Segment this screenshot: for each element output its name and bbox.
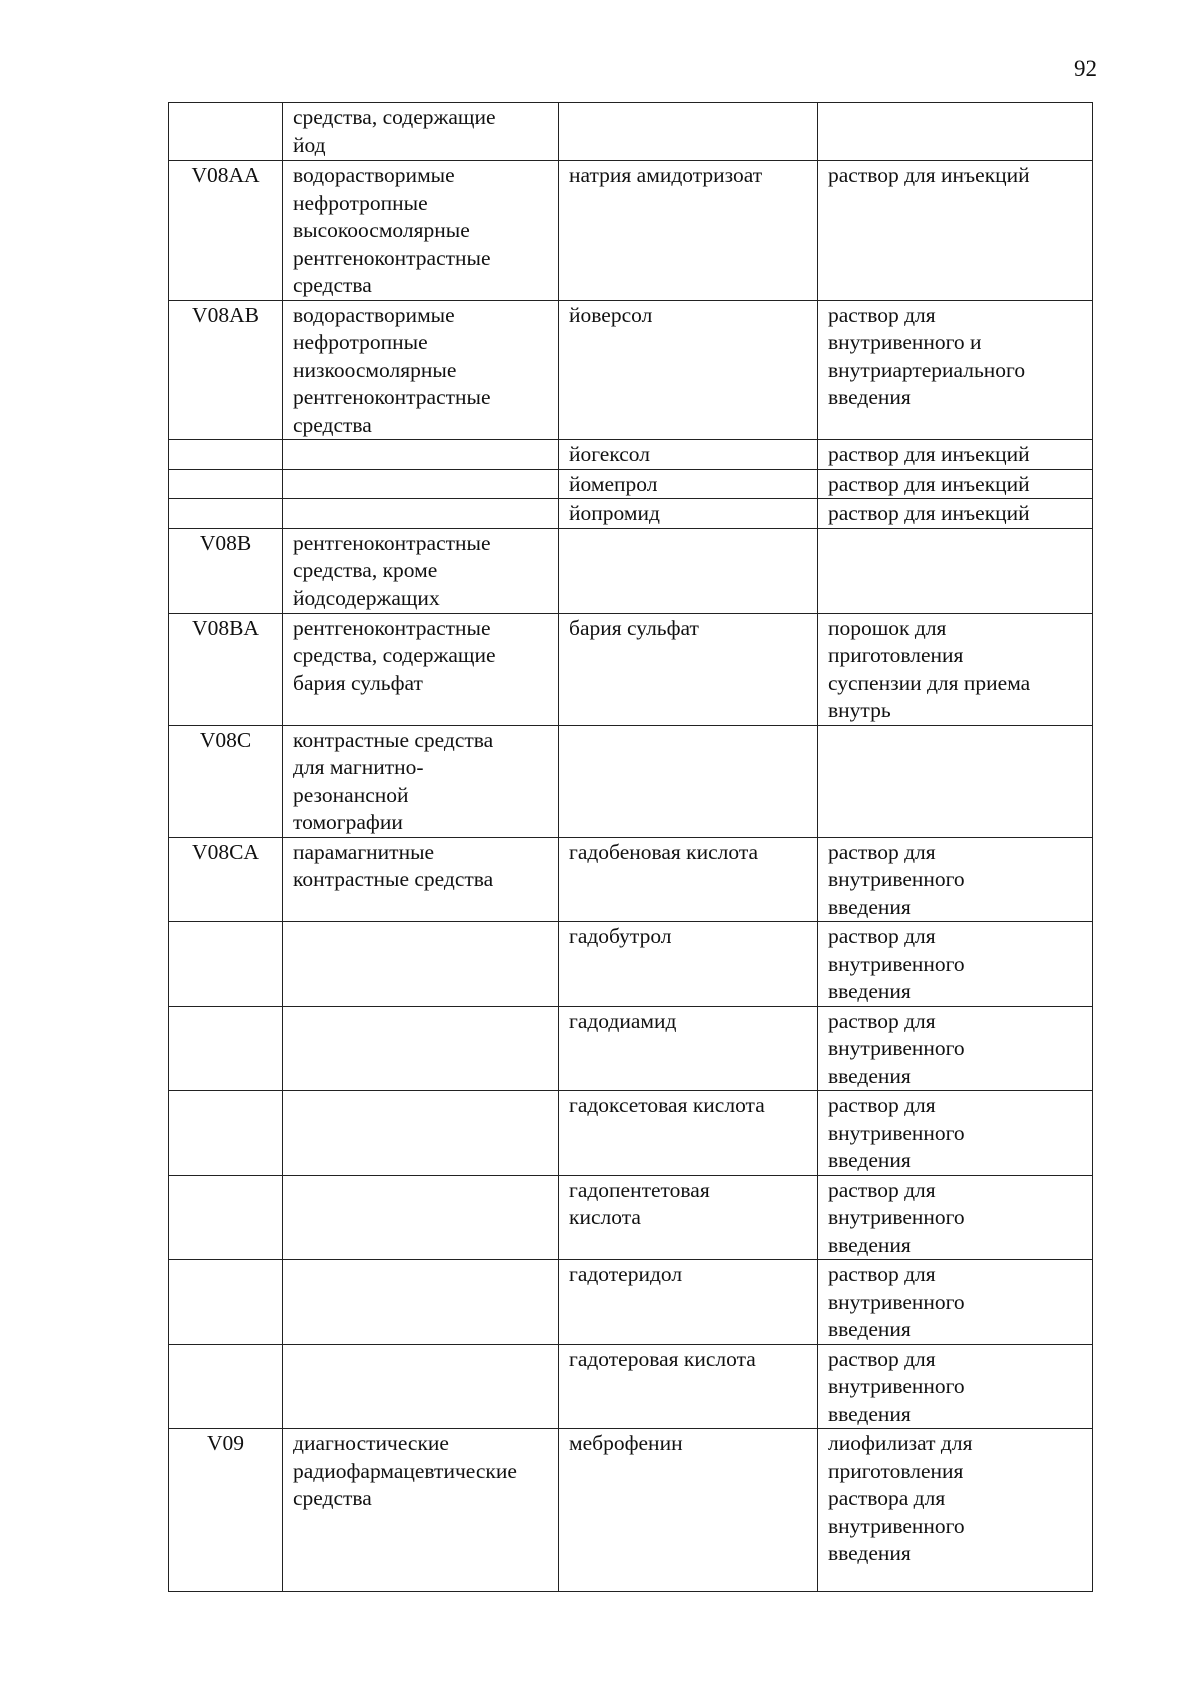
drug-name-cell: гадодиамид	[559, 1006, 818, 1091]
table-row	[169, 837, 1093, 922]
table-row	[169, 922, 1093, 1007]
drug-name-cell: гадопентетовая кислота	[559, 1175, 818, 1260]
atc-code-cell: V08CA	[169, 837, 283, 922]
atc-code-cell	[169, 499, 283, 529]
pharmacological-group-cell: рентгеноконтрастные средства, кроме йодсодержащих	[283, 528, 559, 613]
atc-code-cell	[169, 1175, 283, 1260]
atc-code-cell	[169, 1344, 283, 1429]
table-row	[169, 300, 1093, 440]
atc-code-cell: V08C	[169, 725, 283, 837]
drug-name-cell	[559, 528, 818, 613]
dosage-form-cell: раствор для внутривенного введения	[818, 1260, 1093, 1345]
dosage-form-cell	[818, 528, 1093, 613]
table-row	[169, 1091, 1093, 1176]
dosage-form-cell: раствор для инъекций	[818, 499, 1093, 529]
atc-code-cell: V08BA	[169, 613, 283, 725]
dosage-form-cell: раствор для инъекций	[818, 440, 1093, 470]
dosage-form-cell: раствор для внутривенного введения	[818, 1344, 1093, 1429]
dosage-form-cell: раствор для внутривенного введения	[818, 1175, 1093, 1260]
table-row	[169, 440, 1093, 470]
table-row	[169, 499, 1093, 529]
pharmacological-group-cell: водорастворимые нефротропные низкоосмолярные рентгеноконтрастные средства	[283, 300, 559, 440]
table-row	[169, 613, 1093, 725]
dosage-form-cell: раствор для внутривенного введения	[818, 1006, 1093, 1091]
drug-name-cell: йоверсол	[559, 300, 818, 440]
table-row	[169, 161, 1093, 301]
atc-code-cell	[169, 469, 283, 499]
pharmacological-group-cell	[283, 499, 559, 529]
dosage-form-cell	[818, 103, 1093, 161]
dosage-form-cell: лиофилизат для приготовления раствора для внутривенного введения	[818, 1429, 1093, 1592]
atc-code-cell	[169, 103, 283, 161]
drug-name-cell: йопромид	[559, 499, 818, 529]
pharmacological-group-cell	[283, 440, 559, 470]
dosage-form-cell: раствор для внутривенного введения	[818, 837, 1093, 922]
dosage-form-cell	[818, 725, 1093, 837]
table-row	[169, 1429, 1093, 1592]
table-row	[169, 725, 1093, 837]
atc-code-cell	[169, 1006, 283, 1091]
drug-name-cell: гадотеридол	[559, 1260, 818, 1345]
pharmacological-group-cell: средства, содержащие йод	[283, 103, 559, 161]
pharmacological-group-cell	[283, 469, 559, 499]
pharmacological-group-cell	[283, 1260, 559, 1345]
dosage-form-cell: раствор для инъекций	[818, 161, 1093, 301]
pharmacological-group-cell: водорастворимые нефротропные высокоосмолярные рентгеноконтрастные средства	[283, 161, 559, 301]
pharmacological-group-cell	[283, 1344, 559, 1429]
table-row	[169, 1260, 1093, 1345]
dosage-form-cell: раствор для внутривенного введения	[818, 922, 1093, 1007]
pharmacological-group-cell	[283, 922, 559, 1007]
page-number: 92	[1074, 56, 1097, 81]
atc-code-cell	[169, 1091, 283, 1176]
dosage-form-cell: раствор для внутривенного введения	[818, 1091, 1093, 1176]
drug-name-cell: натрия амидотризоат	[559, 161, 818, 301]
atc-code-cell	[169, 922, 283, 1007]
table-row	[169, 469, 1093, 499]
drug-name-cell: меброфенин	[559, 1429, 818, 1592]
dosage-form-cell: раствор для инъекций	[818, 469, 1093, 499]
drug-name-cell	[559, 103, 818, 161]
drug-name-cell: гадотеровая кислота	[559, 1344, 818, 1429]
drug-name-cell: гадобеновая кислота	[559, 837, 818, 922]
pharmacological-group-cell	[283, 1091, 559, 1176]
table-row	[169, 528, 1093, 613]
pharmacological-group-cell: контрастные средства для магнитно- резонансной томографии	[283, 725, 559, 837]
atc-code-cell: V08AB	[169, 300, 283, 440]
table-row	[169, 103, 1093, 161]
drug-name-cell: йомепрол	[559, 469, 818, 499]
drug-name-cell: гадобутрол	[559, 922, 818, 1007]
pharmacological-group-cell: диагностические радиофармацевтические средства	[283, 1429, 559, 1592]
atc-code-cell	[169, 440, 283, 470]
dosage-form-cell: раствор для внутривенного и внутриартериального введения	[818, 300, 1093, 440]
drug-name-cell: йогексол	[559, 440, 818, 470]
table-row	[169, 1006, 1093, 1091]
dosage-form-cell: порошок для приготовления суспензии для приема внутрь	[818, 613, 1093, 725]
atc-code-cell: V08B	[169, 528, 283, 613]
atc-code-cell: V08AA	[169, 161, 283, 301]
table-row	[169, 1175, 1093, 1260]
drug-name-cell	[559, 725, 818, 837]
atc-code-cell: V09	[169, 1429, 283, 1592]
atc-code-cell	[169, 1260, 283, 1345]
drug-name-cell: гадоксетовая кислота	[559, 1091, 818, 1176]
drug-classification-table	[168, 102, 1093, 1592]
pharmacological-group-cell	[283, 1006, 559, 1091]
pharmacological-group-cell: рентгеноконтрастные средства, содержащие бария сульфат	[283, 613, 559, 725]
table-row	[169, 1344, 1093, 1429]
pharmacological-group-cell	[283, 1175, 559, 1260]
pharmacological-group-cell: парамагнитные контрастные средства	[283, 837, 559, 922]
drug-name-cell: бария сульфат	[559, 613, 818, 725]
